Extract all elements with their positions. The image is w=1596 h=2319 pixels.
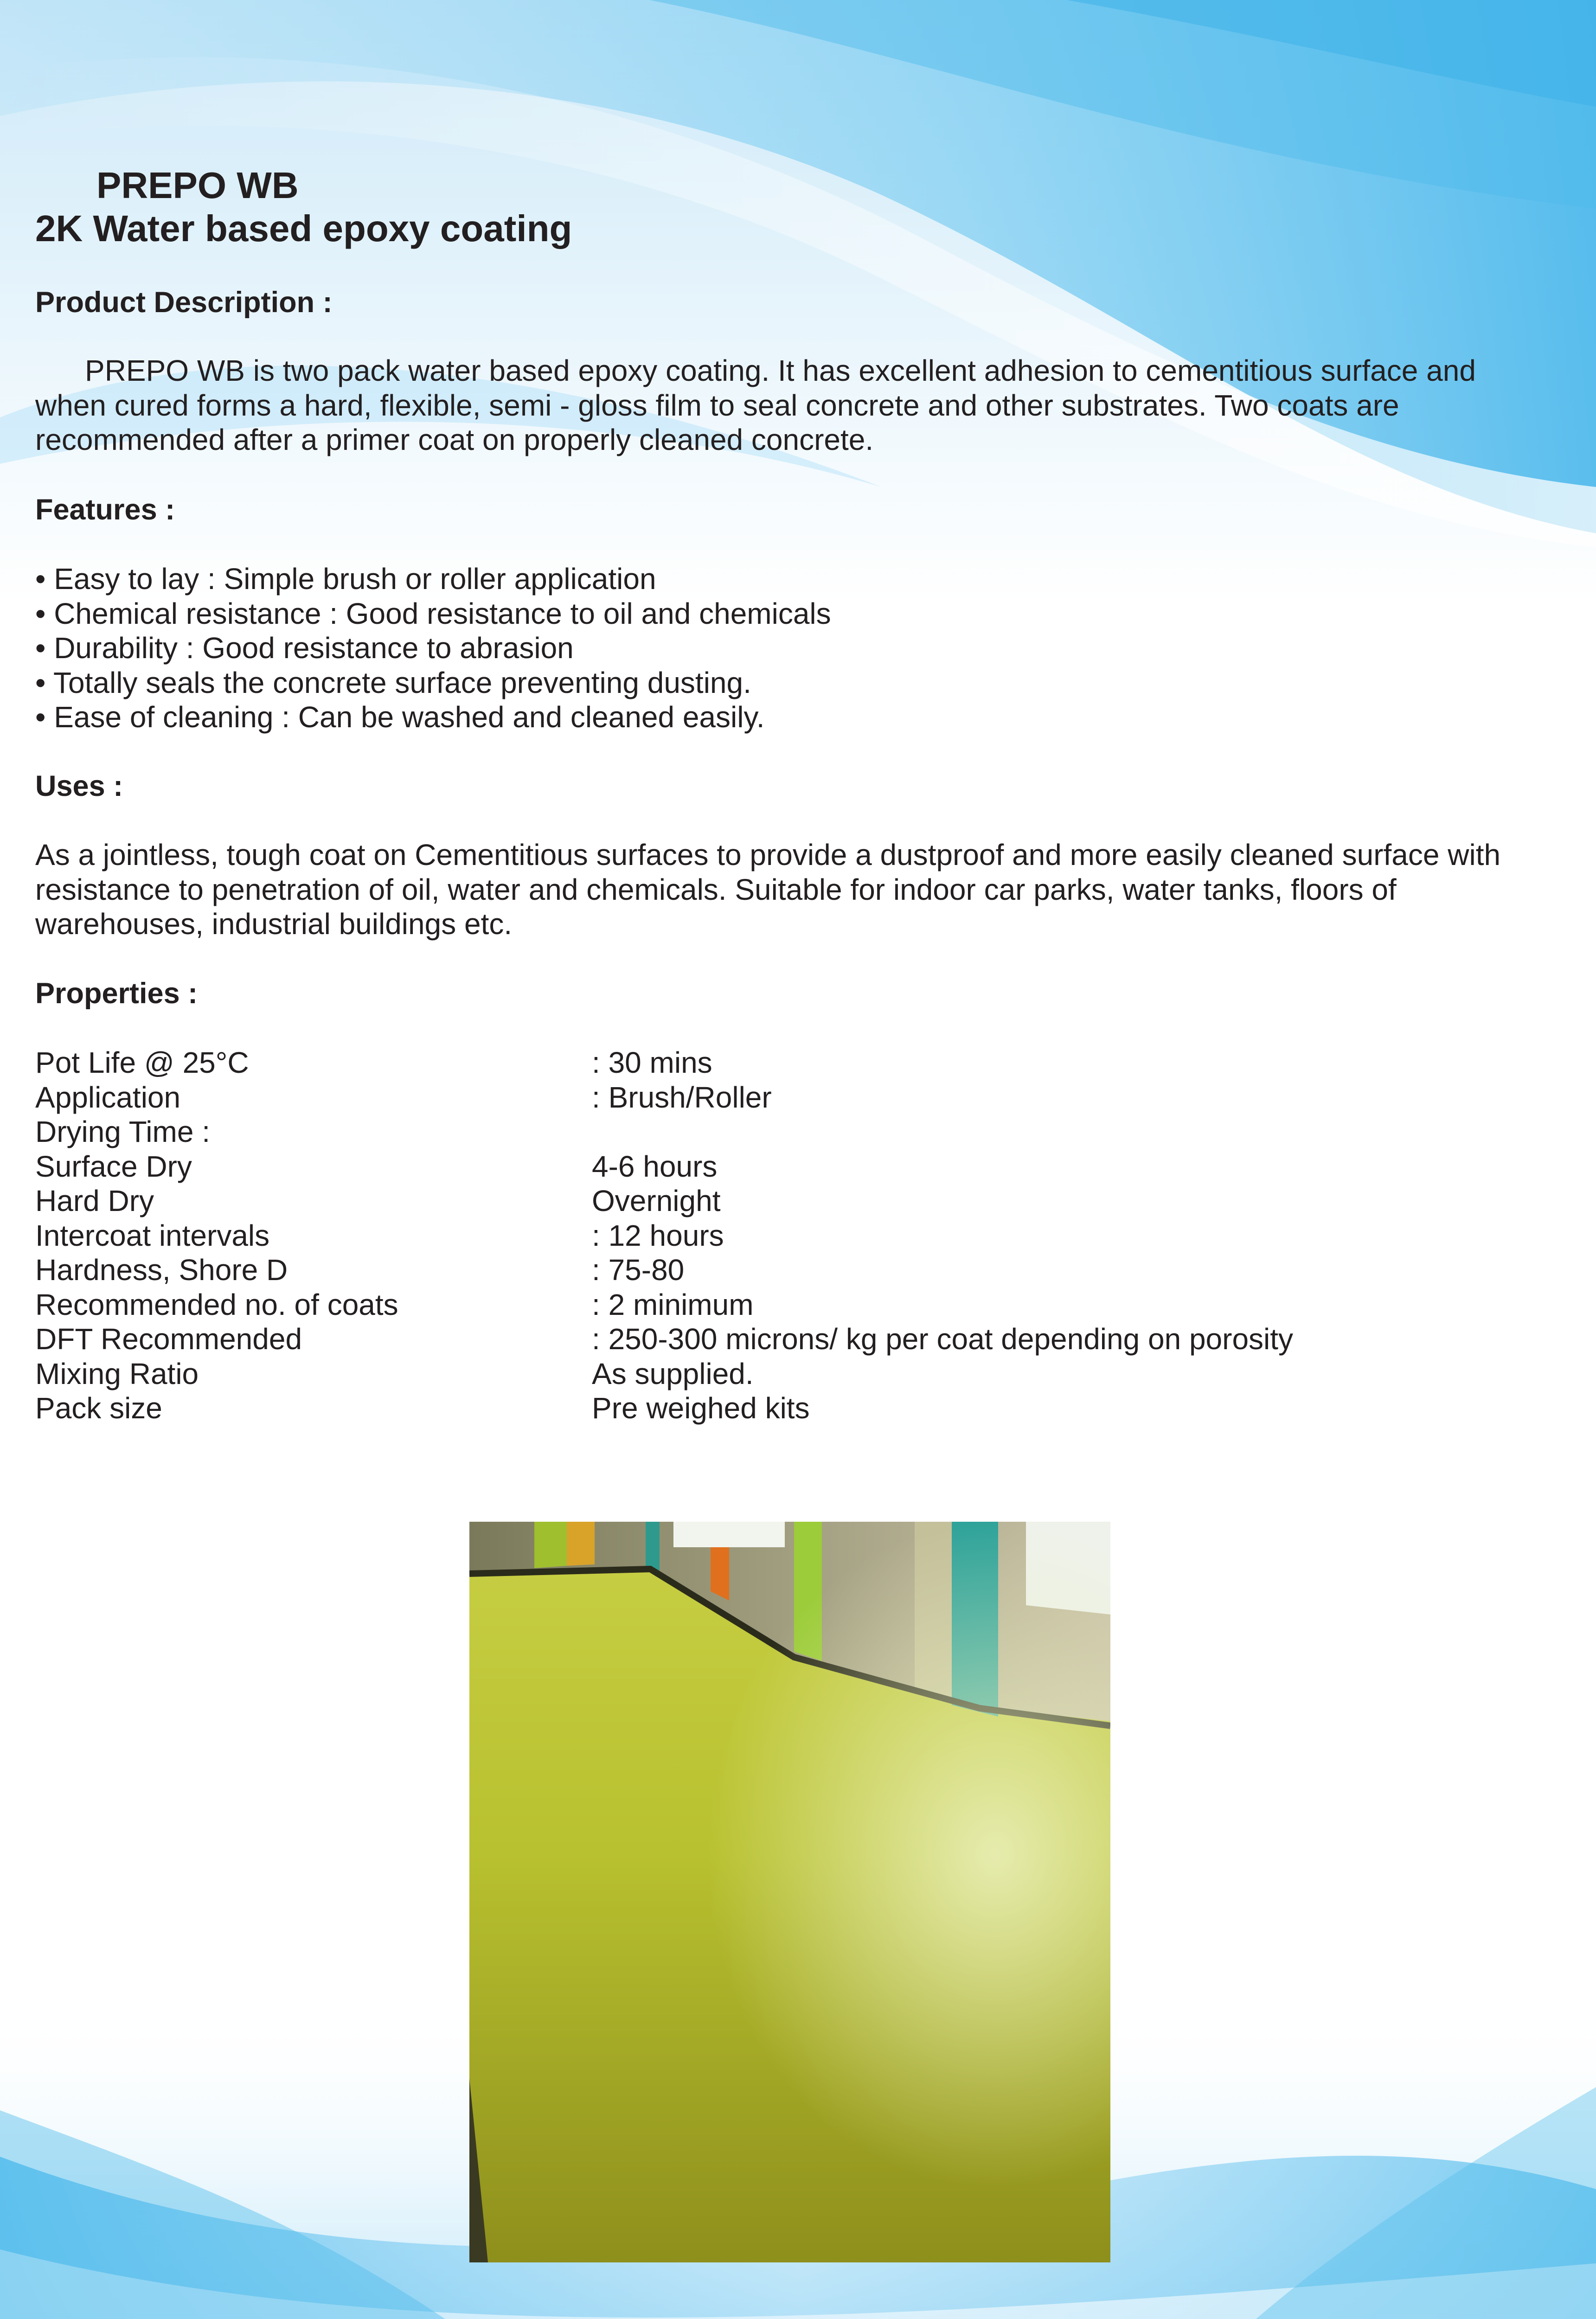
uses-line-1: As a jointless, tough coat on Cementitious surfaces to provide a dustproof and more easily cleaned surface with	[35, 838, 1501, 871]
property-label: DFT Recommended	[35, 1322, 302, 1356]
property-label: Pot Life @ 25°C	[35, 1046, 249, 1079]
property-label: Application	[35, 1080, 181, 1114]
property-label: Surface Dry	[35, 1149, 192, 1183]
property-label: Mixing Ratio	[35, 1357, 199, 1390]
feature-item: • Easy to lay : Simple brush or roller application	[35, 562, 656, 596]
property-value: : 30 mins	[592, 1046, 712, 1079]
features-list	[35, 562, 831, 735]
product-name: PREPO WB	[96, 165, 299, 206]
feature-item: • Totally seals the concrete surface preventing dusting.	[35, 666, 751, 699]
properties-heading: Properties :	[35, 977, 198, 1010]
property-value: : 250-300 microns/ kg per coat depending on porosity	[592, 1322, 1294, 1356]
property-value: 4-6 hours	[592, 1149, 718, 1183]
uses-text	[35, 838, 1566, 942]
property-label: Drying Time :	[35, 1115, 210, 1148]
product-subtitle: 2K Water based epoxy coating	[35, 208, 572, 249]
feature-item: • Chemical resistance : Good resistance to oil and chemicals	[35, 596, 831, 630]
description-heading: Product Description :	[35, 286, 333, 319]
property-label: Hardness, Shore D	[35, 1253, 288, 1287]
uses-line-2: resistance to penetration of oil, water and chemicals. Suitable for indoor car parks, water tanks, floors of	[35, 872, 1397, 906]
property-value: Overnight	[592, 1184, 721, 1217]
description-text	[35, 353, 1566, 457]
description-line-3: recommended after a primer coat on properly cleaned concrete.	[35, 423, 874, 456]
uses-line-3: warehouses, industrial buildings etc.	[35, 907, 513, 941]
description-line-1: PREPO WB is two pack water based epoxy coating. It has excellent adhesion to cementitious surface and	[85, 354, 1476, 387]
feature-item: • Durability : Good resistance to abrasion	[35, 631, 574, 665]
uses-heading: Uses :	[35, 770, 123, 802]
property-label: Hard Dry	[35, 1184, 154, 1217]
property-label: Recommended no. of coats	[35, 1288, 398, 1321]
feature-item: • Ease of cleaning : Can be washed and cleaned easily.	[35, 700, 765, 734]
description-line-2: when cured forms a hard, flexible, semi - gloss film to seal concrete and other substrates. Two coats are	[35, 388, 1399, 422]
property-label: Pack size	[35, 1391, 162, 1425]
property-label: Intercoat intervals	[35, 1218, 270, 1252]
floor-photo	[469, 1522, 1110, 2262]
property-value: : Brush/Roller	[592, 1080, 772, 1114]
property-value: : 75-80	[592, 1253, 685, 1287]
property-value: As supplied.	[592, 1357, 754, 1390]
property-value: : 2 minimum	[592, 1288, 754, 1321]
features-heading: Features :	[35, 493, 175, 526]
property-value: : 12 hours	[592, 1218, 724, 1252]
property-value: Pre weighed kits	[592, 1391, 810, 1425]
